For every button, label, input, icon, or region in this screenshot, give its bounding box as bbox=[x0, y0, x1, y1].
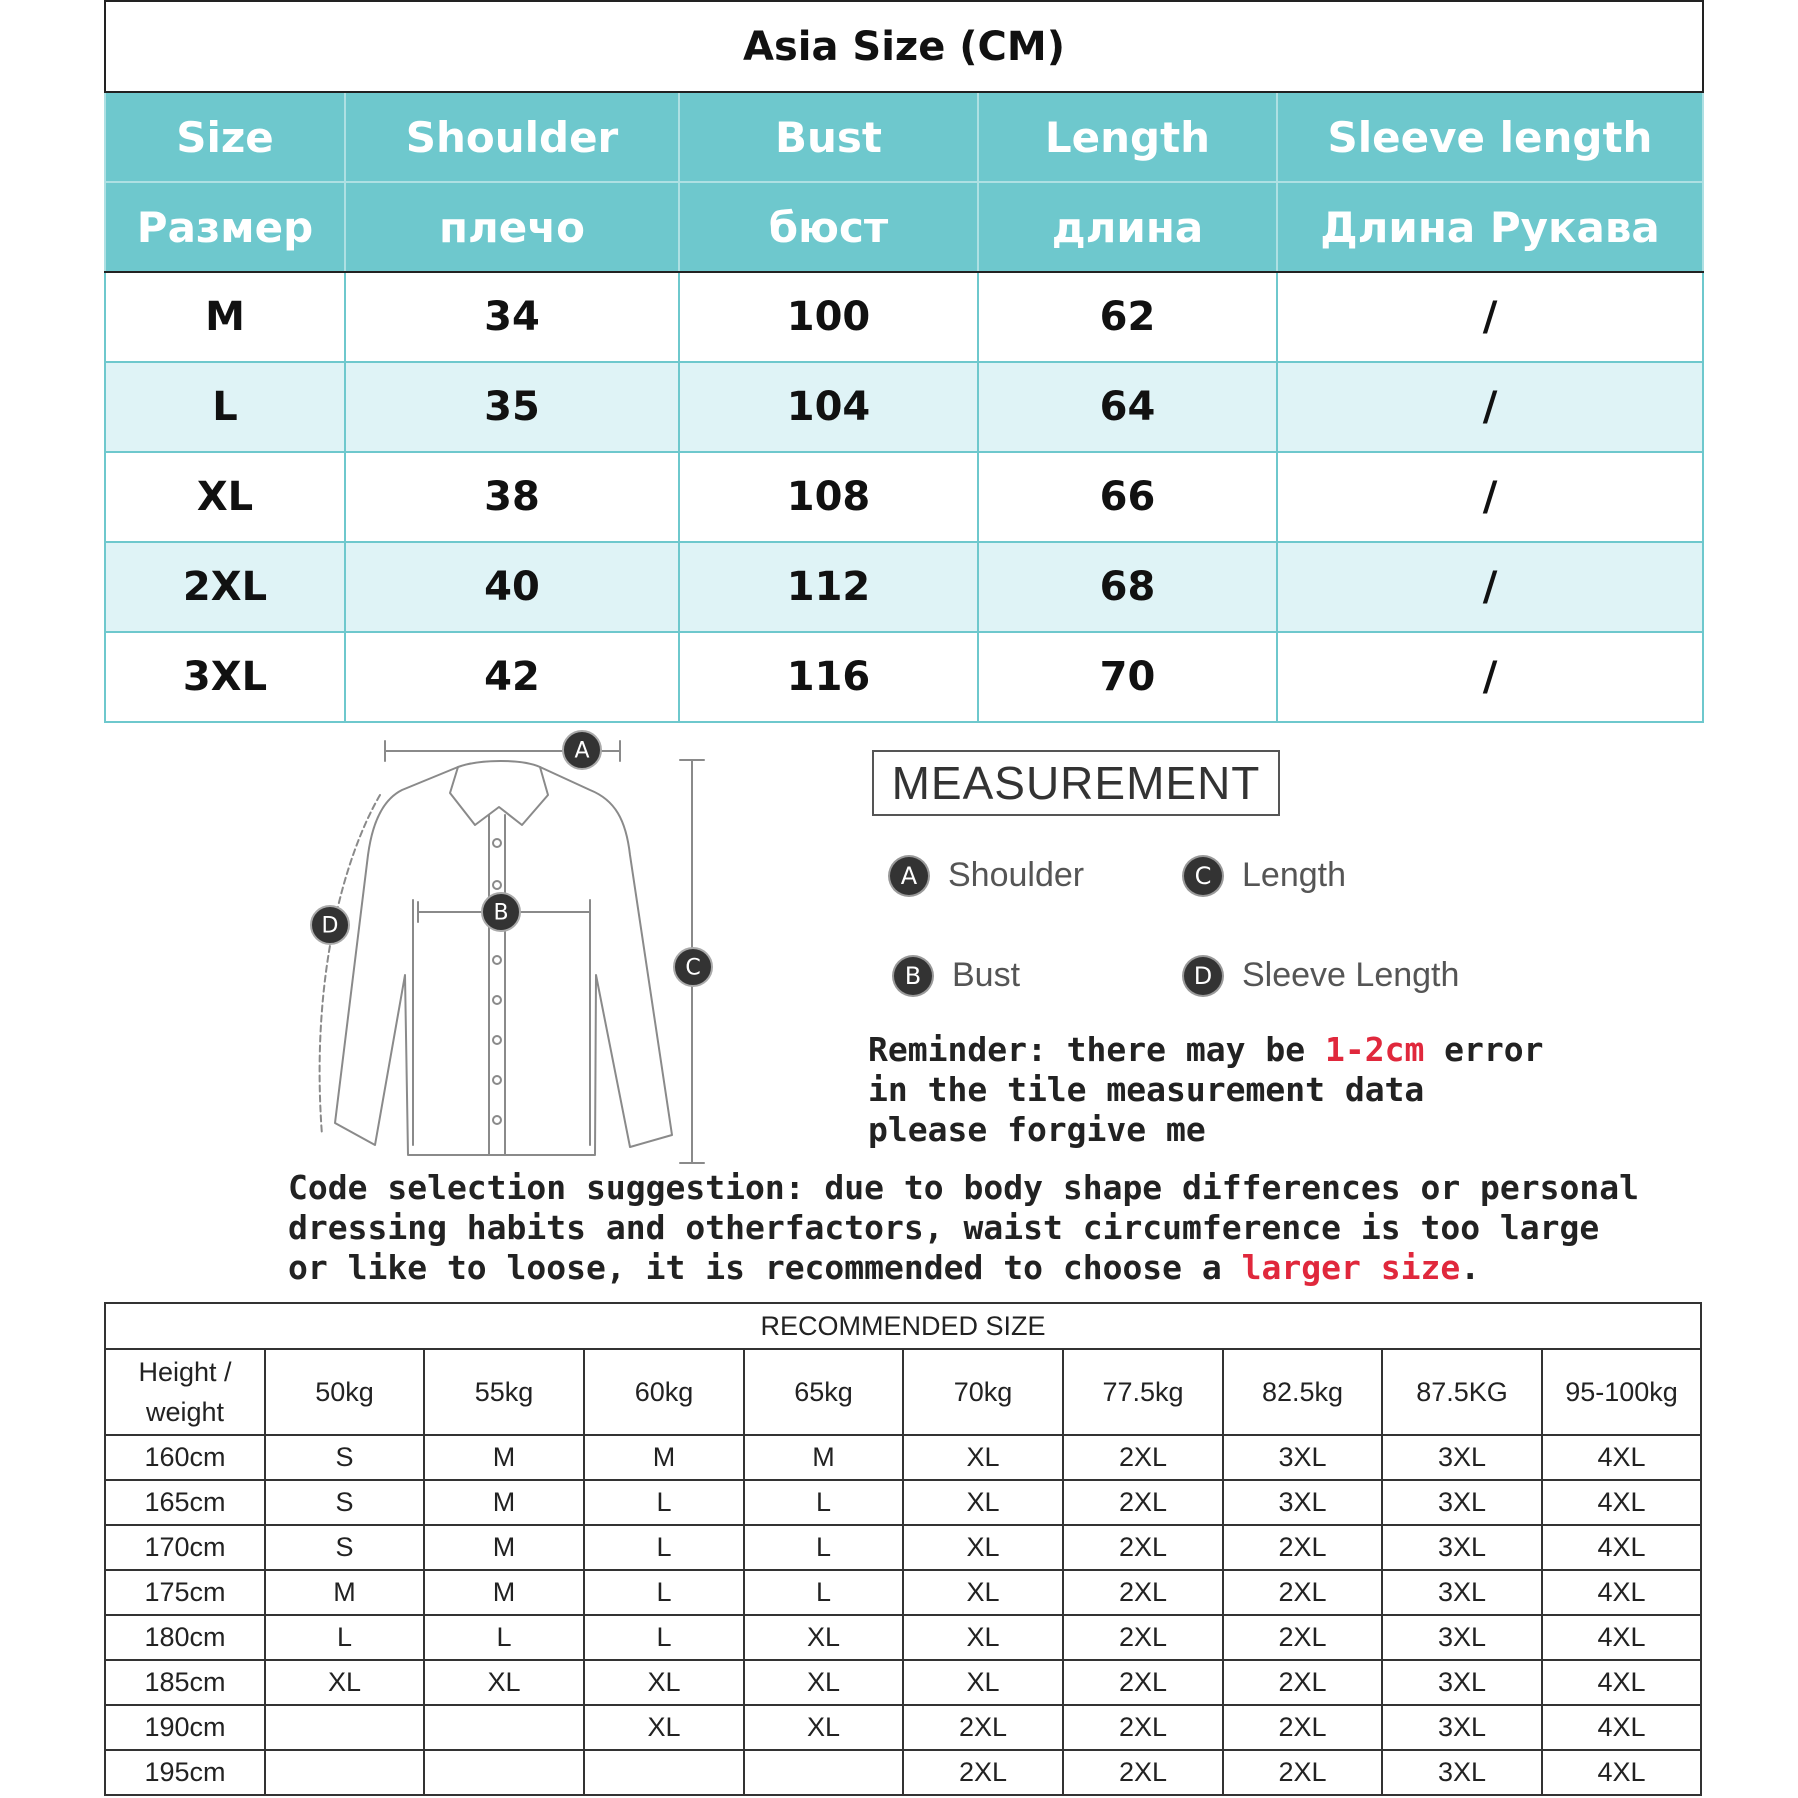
reminder-line2: in the tile measurement data bbox=[868, 1070, 1425, 1109]
size-row bbox=[105, 452, 1703, 542]
height-cell: 195cm bbox=[105, 1750, 265, 1795]
legend-sleeve-length bbox=[1184, 956, 1459, 995]
length-cell: 70 bbox=[978, 632, 1277, 722]
size-cell: 4XL bbox=[1542, 1660, 1701, 1705]
height-cell: 190cm bbox=[105, 1705, 265, 1750]
shoulder-cell: 42 bbox=[345, 632, 679, 722]
size-cell: 2XL bbox=[105, 542, 345, 632]
recommended-title: RECOMMENDED SIZE bbox=[105, 1303, 1701, 1349]
size-cell: 4XL bbox=[1542, 1750, 1701, 1795]
size-cell: 3XL bbox=[1382, 1480, 1542, 1525]
size-cell: L bbox=[265, 1615, 424, 1660]
length-cell: 68 bbox=[978, 542, 1277, 632]
size-cell: XL bbox=[424, 1660, 584, 1705]
size-cell: 4XL bbox=[1542, 1525, 1701, 1570]
height-weight-corner bbox=[105, 1349, 265, 1435]
size-cell: XL bbox=[903, 1480, 1063, 1525]
size-cell: 4XL bbox=[1542, 1705, 1701, 1750]
size-cell bbox=[424, 1750, 584, 1795]
size-cell: M bbox=[424, 1435, 584, 1480]
legend-label: Shoulder bbox=[948, 856, 1085, 894]
size-cell: M bbox=[744, 1435, 903, 1480]
header-bust-ru: бюст bbox=[679, 182, 978, 272]
sleeve-cell: / bbox=[1277, 632, 1703, 722]
badge-a-icon: A bbox=[890, 857, 928, 895]
height-cell: 175cm bbox=[105, 1570, 265, 1615]
bust-cell: 104 bbox=[679, 362, 978, 452]
shirt-diagram bbox=[290, 715, 740, 1175]
suggestion-line3-prefix: or like to loose, it is recommended to choose a bbox=[288, 1248, 1242, 1287]
suggestion-line3-suffix: . bbox=[1460, 1248, 1481, 1287]
measurement-title: MEASUREMENT bbox=[872, 750, 1280, 816]
weight-header: 77.5kg bbox=[1063, 1349, 1223, 1435]
recommended-body bbox=[105, 1435, 1701, 1795]
button-dot bbox=[493, 956, 501, 964]
suggestion-line2: dressing habits and otherfactors, waist circumference is too large bbox=[288, 1208, 1600, 1247]
height-cell: 170cm bbox=[105, 1525, 265, 1570]
bust-cell: 100 bbox=[679, 272, 978, 362]
legend-label: Sleeve Length bbox=[1242, 956, 1460, 994]
weight-header: 70kg bbox=[903, 1349, 1063, 1435]
size-cell: XL bbox=[903, 1435, 1063, 1480]
suggestion-text bbox=[288, 1168, 1648, 1288]
badge-d-icon bbox=[311, 906, 349, 944]
size-cell: L bbox=[584, 1570, 744, 1615]
recommended-row bbox=[105, 1435, 1701, 1480]
size-cell: XL bbox=[903, 1525, 1063, 1570]
recommended-row bbox=[105, 1615, 1701, 1660]
header-sleeve-length: Sleeve length bbox=[1277, 92, 1703, 182]
size-row bbox=[105, 272, 1703, 362]
size-cell: 3XL bbox=[1382, 1660, 1542, 1705]
legend-length bbox=[1184, 856, 1346, 895]
weight-header: 55kg bbox=[424, 1349, 584, 1435]
size-cell: L bbox=[584, 1480, 744, 1525]
size-cell: 3XL bbox=[1382, 1525, 1542, 1570]
size-cell: 3XL bbox=[1382, 1570, 1542, 1615]
weight-header: 87.5KG bbox=[1382, 1349, 1542, 1435]
weight-header: 60kg bbox=[584, 1349, 744, 1435]
weight-header: 82.5kg bbox=[1223, 1349, 1382, 1435]
size-cell: M bbox=[584, 1435, 744, 1480]
suggestion-line1: Code selection suggestion: due to body shape differences or personal bbox=[288, 1168, 1640, 1207]
size-table-header-en bbox=[105, 92, 1703, 182]
size-cell: L bbox=[744, 1525, 903, 1570]
sleeve-cell: / bbox=[1277, 362, 1703, 452]
button-dot bbox=[493, 1076, 501, 1084]
recommended-row bbox=[105, 1705, 1701, 1750]
size-row bbox=[105, 542, 1703, 632]
height-cell: 185cm bbox=[105, 1660, 265, 1705]
size-cell: 4XL bbox=[1542, 1480, 1701, 1525]
size-cell: XL bbox=[744, 1705, 903, 1750]
size-cell: 4XL bbox=[1542, 1435, 1701, 1480]
button-dot bbox=[493, 881, 501, 889]
size-cell: M bbox=[424, 1570, 584, 1615]
header-shoulder: Shoulder bbox=[345, 92, 679, 182]
header-shoulder-ru: плечо bbox=[345, 182, 679, 272]
badge-b-icon: B bbox=[894, 957, 932, 995]
size-cell: XL bbox=[903, 1570, 1063, 1615]
size-cell bbox=[424, 1705, 584, 1750]
size-cell: 2XL bbox=[903, 1705, 1063, 1750]
size-cell: 2XL bbox=[1063, 1660, 1223, 1705]
size-cell: L bbox=[584, 1615, 744, 1660]
legend-bust bbox=[894, 956, 1020, 995]
size-cell: 4XL bbox=[1542, 1615, 1701, 1660]
size-cell bbox=[584, 1750, 744, 1795]
size-cell: 3XL bbox=[1223, 1435, 1382, 1480]
recommended-row bbox=[105, 1750, 1701, 1795]
size-cell: L bbox=[744, 1570, 903, 1615]
size-cell: S bbox=[265, 1480, 424, 1525]
button-dot bbox=[493, 996, 501, 1004]
size-cell: XL bbox=[744, 1660, 903, 1705]
size-cell bbox=[265, 1750, 424, 1795]
badge-c-icon: C bbox=[1184, 857, 1222, 895]
size-cell: 2XL bbox=[1063, 1570, 1223, 1615]
size-cell: S bbox=[265, 1525, 424, 1570]
recommended-row bbox=[105, 1480, 1701, 1525]
legend-shoulder bbox=[890, 856, 1084, 895]
button-dot bbox=[493, 1036, 501, 1044]
size-cell: L bbox=[584, 1525, 744, 1570]
size-cell: XL bbox=[903, 1615, 1063, 1660]
size-row bbox=[105, 632, 1703, 722]
header-length-ru: длина bbox=[978, 182, 1277, 272]
svg-text:C: C bbox=[685, 955, 701, 981]
header-bust: Bust bbox=[679, 92, 978, 182]
size-cell: 2XL bbox=[1063, 1615, 1223, 1660]
reminder-highlight: 1-2cm bbox=[1324, 1030, 1425, 1069]
sleeve-cell: / bbox=[1277, 272, 1703, 362]
reminder-text bbox=[868, 1030, 1648, 1150]
badge-d-icon: D bbox=[1184, 957, 1222, 995]
legend-label: Bust bbox=[952, 956, 1021, 994]
size-cell: L bbox=[424, 1615, 584, 1660]
size-table-header-ru bbox=[105, 182, 1703, 272]
size-cell: XL bbox=[584, 1660, 744, 1705]
size-cell: 3XL bbox=[1382, 1615, 1542, 1660]
size-cell: L bbox=[744, 1480, 903, 1525]
size-cell: 3XL bbox=[1382, 1435, 1542, 1480]
height-cell: 180cm bbox=[105, 1615, 265, 1660]
size-cell: 3XL bbox=[105, 632, 345, 722]
corner-line2: weight bbox=[145, 1397, 225, 1427]
svg-text:A: A bbox=[574, 738, 590, 764]
size-cell: 2XL bbox=[1063, 1435, 1223, 1480]
bust-cell: 116 bbox=[679, 632, 978, 722]
size-table bbox=[104, 0, 1704, 723]
shoulder-cell: 38 bbox=[345, 452, 679, 542]
size-cell: 3XL bbox=[1382, 1705, 1542, 1750]
size-cell: XL bbox=[265, 1660, 424, 1705]
height-cell: 165cm bbox=[105, 1480, 265, 1525]
size-cell: 2XL bbox=[903, 1750, 1063, 1795]
size-cell: M bbox=[265, 1570, 424, 1615]
height-cell: 160cm bbox=[105, 1435, 265, 1480]
size-cell: 2XL bbox=[1223, 1750, 1382, 1795]
button-dot bbox=[493, 839, 501, 847]
badge-a-icon bbox=[563, 731, 601, 769]
weight-header: 95-100kg bbox=[1542, 1349, 1701, 1435]
header-length: Length bbox=[978, 92, 1277, 182]
size-cell: 2XL bbox=[1063, 1750, 1223, 1795]
recommended-header-row bbox=[105, 1349, 1701, 1435]
badge-b-icon bbox=[482, 893, 520, 931]
size-cell: 3XL bbox=[1382, 1750, 1542, 1795]
legend-label: Length bbox=[1242, 856, 1346, 894]
recommended-row bbox=[105, 1660, 1701, 1705]
length-cell: 64 bbox=[978, 362, 1277, 452]
size-cell: M bbox=[424, 1480, 584, 1525]
size-cell bbox=[744, 1750, 903, 1795]
suggestion-highlight: larger size bbox=[1241, 1248, 1461, 1287]
size-cell: 2XL bbox=[1063, 1525, 1223, 1570]
size-cell: 2XL bbox=[1223, 1570, 1382, 1615]
size-cell: XL bbox=[744, 1615, 903, 1660]
badge-c-icon bbox=[674, 948, 712, 986]
recommended-size-table bbox=[104, 1302, 1702, 1796]
size-cell: 2XL bbox=[1063, 1480, 1223, 1525]
header-sleeve-length-ru: Длина Рукава bbox=[1277, 182, 1703, 272]
size-cell: XL bbox=[105, 452, 345, 542]
header-size-ru: Размер bbox=[105, 182, 345, 272]
size-cell bbox=[265, 1705, 424, 1750]
size-cell: M bbox=[424, 1525, 584, 1570]
size-cell: 2XL bbox=[1063, 1705, 1223, 1750]
shoulder-cell: 35 bbox=[345, 362, 679, 452]
size-cell: 3XL bbox=[1223, 1480, 1382, 1525]
shoulder-cell: 40 bbox=[345, 542, 679, 632]
size-cell: M bbox=[105, 272, 345, 362]
size-row bbox=[105, 362, 1703, 452]
reminder-suffix: error bbox=[1424, 1030, 1544, 1069]
weight-header: 50kg bbox=[265, 1349, 424, 1435]
bust-cell: 108 bbox=[679, 452, 978, 542]
reminder-line3: please forgive me bbox=[868, 1110, 1206, 1149]
svg-text:B: B bbox=[493, 900, 509, 926]
size-cell: XL bbox=[584, 1705, 744, 1750]
sleeve-cell: / bbox=[1277, 452, 1703, 542]
svg-text:D: D bbox=[321, 913, 339, 939]
size-cell: 2XL bbox=[1223, 1660, 1382, 1705]
length-cell: 62 bbox=[978, 272, 1277, 362]
size-table-title: Asia Size (CM) bbox=[105, 1, 1703, 92]
reminder-prefix: Reminder: there may be bbox=[868, 1030, 1325, 1069]
shoulder-cell: 34 bbox=[345, 272, 679, 362]
size-cell: 2XL bbox=[1223, 1615, 1382, 1660]
corner-line1: Height / bbox=[138, 1357, 232, 1387]
size-cell: S bbox=[265, 1435, 424, 1480]
length-cell: 66 bbox=[978, 452, 1277, 542]
size-cell: 2XL bbox=[1223, 1525, 1382, 1570]
size-cell: 2XL bbox=[1223, 1705, 1382, 1750]
recommended-row bbox=[105, 1525, 1701, 1570]
size-cell: L bbox=[105, 362, 345, 452]
size-cell: 4XL bbox=[1542, 1570, 1701, 1615]
size-cell: XL bbox=[903, 1660, 1063, 1705]
bust-cell: 112 bbox=[679, 542, 978, 632]
weight-header: 65kg bbox=[744, 1349, 903, 1435]
recommended-row bbox=[105, 1570, 1701, 1615]
sleeve-cell: / bbox=[1277, 542, 1703, 632]
button-dot bbox=[493, 1116, 501, 1124]
header-size: Size bbox=[105, 92, 345, 182]
